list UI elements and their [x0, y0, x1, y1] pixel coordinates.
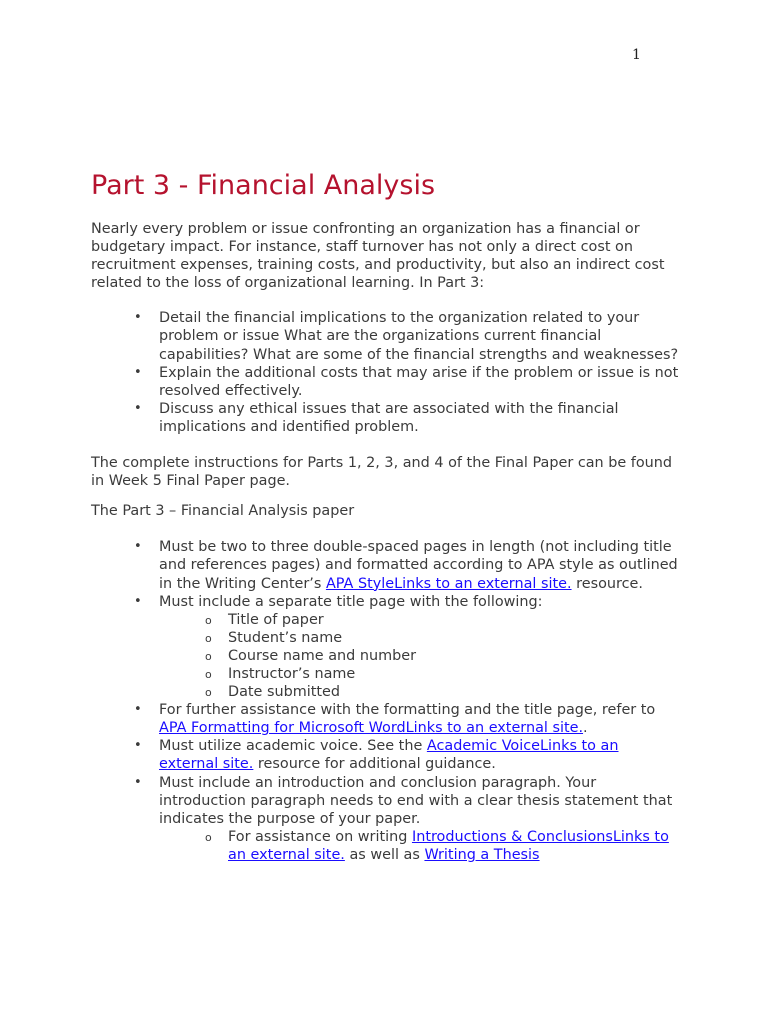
requirements-list — [91, 538, 681, 864]
requirement-text: resource. — [571, 575, 643, 592]
paper-intro-paragraph: The Part 3 – Financial Analysis paper — [91, 503, 355, 520]
requirement-text: resource for additional guidance. — [253, 756, 496, 773]
title-page-item: o Date submitted — [159, 683, 681, 701]
requirement-text: For further assistance with the formatting and the title page, refer to — [159, 702, 656, 719]
requirement-item — [91, 701, 681, 737]
requirement-text: Must utilize academic voice. See the — [159, 738, 427, 755]
apa-style-link[interactable]: APA StyleLinks to an external site. — [325, 575, 572, 592]
apa-formatting-link[interactable]: APA Formatting for Microsoft WordLinks to an external site. — [159, 720, 584, 737]
title-page-item: o Instructor’s name — [159, 665, 681, 683]
task-list — [91, 309, 681, 436]
title-page-item: o Student’s name — [159, 629, 681, 647]
writing-thesis-link[interactable]: Writing a Thesis — [424, 846, 540, 863]
requirement-text: . — [583, 720, 588, 737]
intro-paragraph: Nearly every problem or issue confronting an organization has a financial or budgetary impact. For instance, staff turnover has not only a direct cost on recruitment expenses, training costs, and productivity, but also an indirect cost related to the loss of organizational learning. In Part 3: — [91, 221, 665, 292]
intro-conclusion-item — [159, 828, 681, 864]
instructions-paragraph: The complete instructions for Parts 1, 2, 3, and 4 of the Final Paper can be found in Week 5 Final Paper page. — [91, 455, 673, 490]
requirement-text: For assistance on writing — [228, 828, 412, 845]
introductions-conclusions-link[interactable]: Introductions & ConclusionsLinks to an external site. — [228, 828, 669, 863]
requirement-item — [91, 538, 681, 592]
academic-voice-link[interactable]: Academic VoiceLinks to an external site. — [159, 738, 619, 773]
task-item: • Explain the additional costs that may arise if the problem or issue is not resolved effectively. — [91, 364, 681, 400]
requirement-text: as well as — [344, 846, 425, 863]
requirement-item — [91, 593, 681, 702]
title-page-item: o Title of paper — [159, 611, 681, 629]
intro-conclusion-sublist — [159, 828, 681, 864]
task-item: • Detail the financial implications to the organization related to your problem or issue What are the organizations current financial capabilities? What are some of the financial strengths and weaknesses? — [91, 309, 681, 363]
task-item: • Discuss any ethical issues that are associated with the financial implications and identified problem. — [91, 400, 681, 436]
title-page-item: o Course name and number — [159, 647, 681, 665]
requirement-text: Must include a separate title page with the following: — [159, 593, 543, 610]
requirement-text: Must be two to three double-spaced pages in length (not including title and references pages) and formatted according to APA style as outlined in the Writing Center’s — [159, 539, 678, 592]
page-number: 1 — [632, 47, 641, 63]
title-page-list — [159, 611, 681, 701]
document-body — [91, 168, 681, 864]
section-heading: Part 3 - Financial Analysis — [91, 170, 436, 201]
requirement-item — [91, 737, 681, 773]
requirement-text: Must include an introduction and conclusion paragraph. Your introduction paragraph needs to end with a clear thesis statement that indicates the purpose of your paper. — [159, 774, 673, 827]
requirement-item — [91, 774, 681, 864]
